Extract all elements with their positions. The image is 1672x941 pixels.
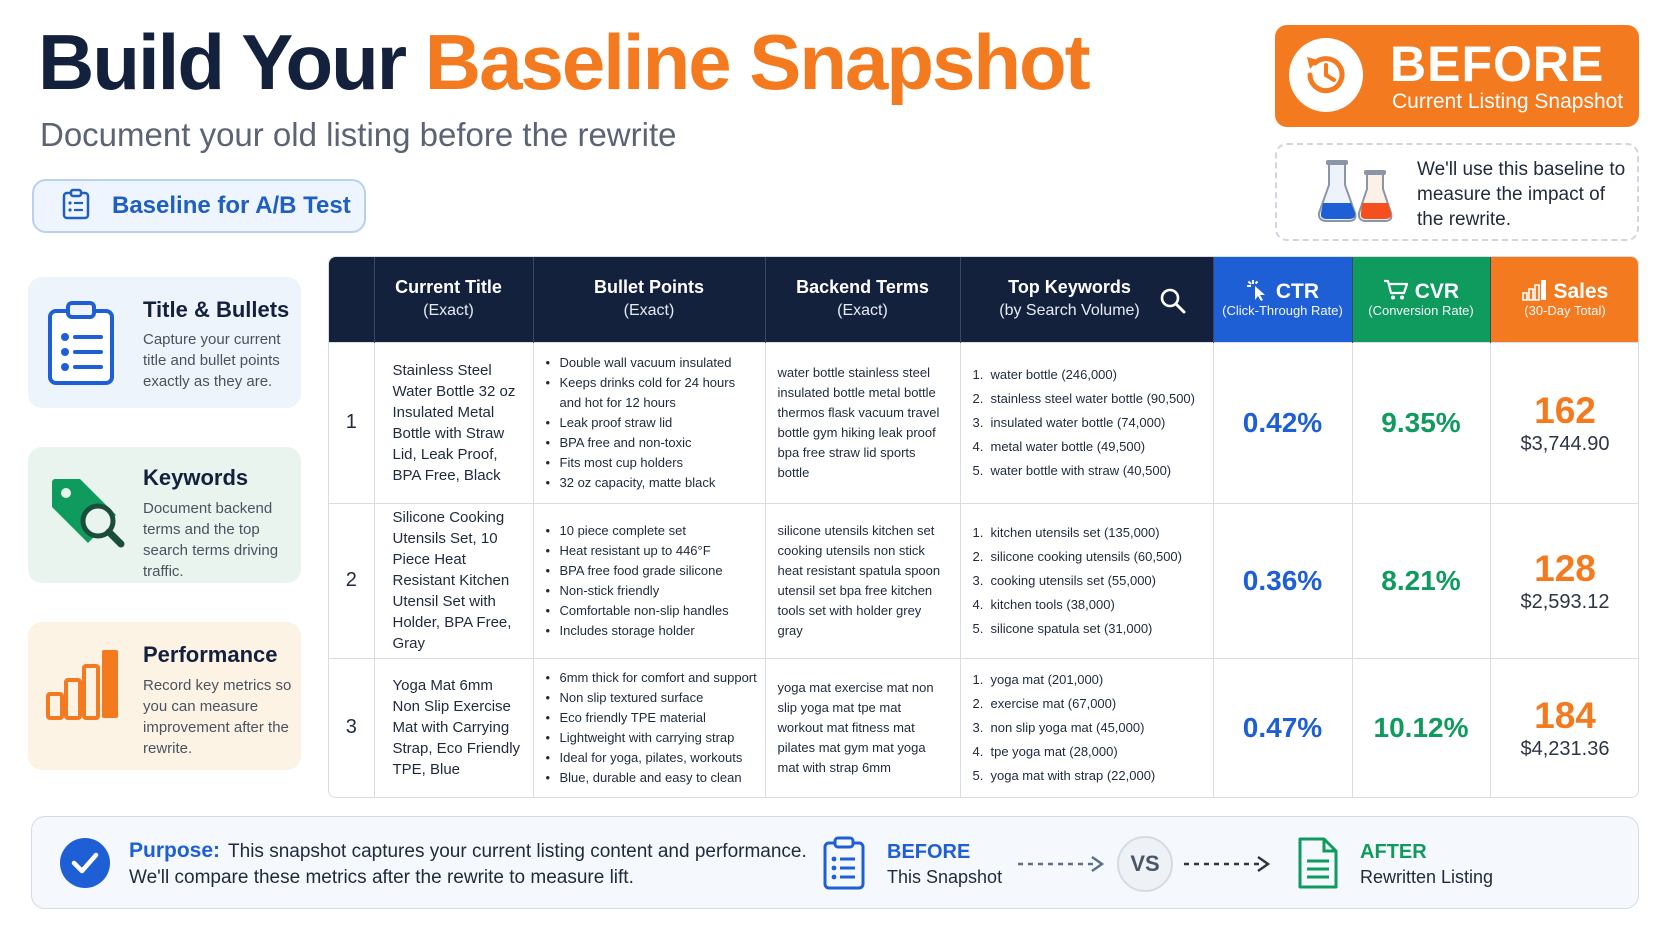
bullet-point: • Eco friendly TPE material [546, 708, 753, 728]
before-card [1275, 25, 1639, 127]
bullet-point: • Lightweight with carrying strap [546, 728, 753, 748]
keyword-item: 3. insulated water bottle (74,000) [972, 414, 1166, 430]
col-header-ctr: CTR (Click-Through Rate) [1213, 257, 1352, 342]
keyword-item: 5. yoga mat with strap (22,000) [972, 767, 1156, 783]
keyword-item: 4. metal water bottle (49,500) [972, 438, 1146, 454]
keyword-item: 2. stainless steel water bottle (90,500) [972, 390, 1195, 406]
keyword-item: 2. exercise mat (67,000) [972, 695, 1117, 711]
product-title: Silicone Cooking Utensils Set, 10 Piece Heat Resistant Kitchen Utensil Set with Holder, BPA Free, Gray [374, 504, 533, 658]
bullet-point: • Ideal for yoga, pilates, workouts [546, 748, 753, 768]
keyword-item: 4. kitchen tools (38,000) [972, 596, 1115, 612]
keyword-item: 4. tpe yoga mat (28,000) [972, 743, 1118, 759]
purpose-bar [31, 816, 1639, 909]
sales-revenue: $2,593.12 [1520, 591, 1610, 614]
performance-heading: Performance [143, 642, 278, 667]
bullet-point: • BPA free and non-toxic [546, 433, 753, 453]
keywords-heading: Keywords [143, 465, 249, 490]
col-header-title: Current Title (Exact) [374, 257, 533, 342]
bullet-point: • Blue, durable and easy to clean [546, 768, 753, 788]
bullet-points-cell [533, 504, 765, 658]
table-header-row [329, 257, 1639, 342]
table-row [329, 504, 1639, 658]
keyword-item: 3. non slip yoga mat (45,000) [972, 719, 1145, 735]
bullet-point: • 10 piece complete set [546, 521, 753, 541]
table-row [329, 342, 1639, 504]
bullet-point: • Non slip textured surface [546, 688, 753, 708]
purpose-label: Purpose: [129, 839, 221, 862]
after-document-icon [1296, 835, 1340, 896]
top-keywords-cell [960, 504, 1213, 658]
top-keywords-cell [960, 342, 1213, 504]
title-part-2: Baseline Snapshot [424, 18, 1089, 106]
flow-before-subtitle: This Snapshot [887, 867, 1003, 887]
col-header-num [329, 257, 374, 342]
row-number: 3 [329, 658, 374, 797]
bullet-point: and hot for 12 hours [559, 394, 676, 410]
col-header-cvr: CVR (Conversion Rate) [1352, 257, 1490, 342]
bullet-point: • BPA free food grade silicone [546, 561, 753, 581]
col-header-keywords: Top Keywords (by Search Volume) [960, 257, 1213, 342]
product-title: Yoga Mat 6mm Non Slip Exercise Mat with Carrying Strap, Eco Friendly TPE, Blue [374, 658, 533, 797]
dashed-arrow-icon [1016, 853, 1108, 880]
sales-cell [1490, 504, 1639, 658]
row-number: 2 [329, 504, 374, 658]
search-icon [1159, 287, 1187, 321]
keyword-item: 2. silicone cooking utensils (60,500) [972, 548, 1182, 564]
bullet-point: • Comfortable non-slip handles [546, 601, 753, 621]
purpose-line-2: We'll compare these metrics after the rewrite to measure lift. [129, 867, 634, 888]
clipboard-list-icon [46, 299, 116, 392]
sales-revenue: $4,231.36 [1520, 738, 1610, 761]
col-header-sales: Sales (30-Day Total) [1490, 257, 1639, 342]
title-part-1: Build Your [38, 18, 406, 106]
top-keywords-cell [960, 658, 1213, 797]
keywords-card [28, 447, 301, 583]
backend-terms: silicone utensils kitchen set cooking utensils non stick heat resistant spatula spoon utensil set bpa free kitchen tools set with holder grey gray [765, 504, 960, 658]
keyword-item: 1. yoga mat (201,000) [972, 671, 1104, 687]
keyword-item: 1. water bottle (246,000) [972, 366, 1117, 382]
bullet-point: • Keeps drinks cold for 24 hours [546, 373, 753, 393]
title-bullets-card [28, 277, 301, 408]
checkmark-icon [60, 838, 110, 888]
ab-test-badge [32, 179, 366, 233]
bar-chart-icon [46, 646, 122, 725]
flow-before-title: BEFORE [887, 841, 971, 863]
sales-units: 162 [1534, 390, 1596, 432]
sales-units: 128 [1534, 548, 1596, 590]
before-card-subtitle: Current Listing Snapshot [1392, 90, 1624, 113]
dashed-arrow-icon [1182, 853, 1274, 880]
shopping-cart-icon [1383, 280, 1409, 303]
page-title [38, 18, 1089, 106]
col-header-backend: Backend Terms (Exact) [765, 257, 960, 342]
sales-cell [1490, 658, 1639, 797]
cursor-click-icon [1246, 280, 1270, 303]
sales-cell [1490, 342, 1639, 504]
baseline-table [328, 256, 1639, 798]
performance-text: Record key metrics so you can measure improvement after the rewrite. [143, 677, 292, 757]
keyword-item: 3. cooking utensils set (55,000) [972, 572, 1156, 588]
backend-terms: water bottle stainless steel insulated bottle metal bottle thermos flask vacuum travel bottle gym hiking leak proof bpa free straw lid sports bottle [765, 342, 960, 504]
keyword-item: 1. kitchen utensils set (135,000) [972, 524, 1160, 540]
row-number: 1 [329, 342, 374, 504]
flasks-icon [1315, 157, 1395, 232]
title-bullets-text: Capture your current title and bullet points exactly as they are. [143, 331, 281, 390]
bullet-point: • Fits most cup holders [546, 453, 753, 473]
purpose-line-1: Purpose: This snapshot captures your current listing content and performance. [129, 839, 807, 862]
bullet-points-cell [533, 342, 765, 504]
tag-search-icon [46, 467, 126, 556]
bullet-point: • Includes storage holder [546, 621, 753, 641]
backend-terms: yoga mat exercise mat non slip yoga mat tpe mat workout mat fitness mat pilates mat gym mat yoga mat with strap 6mm [765, 658, 960, 797]
bullet-point: • 6mm thick for comfort and support [546, 668, 753, 688]
keyword-item: 5. silicone spatula set (31,000) [972, 620, 1153, 636]
bullet-point: • Leak proof straw lid [546, 413, 753, 433]
baseline-note [1275, 143, 1639, 241]
table-row [329, 658, 1639, 797]
flow-after-title: AFTER [1360, 841, 1427, 863]
bullet-point: • Double wall vacuum insulated [546, 353, 753, 373]
col-header-bullets: Bullet Points (Exact) [533, 257, 765, 342]
bullet-point: • Non-stick friendly [546, 581, 753, 601]
ctr-value: 0.47% [1213, 658, 1352, 797]
clipboard-icon [62, 188, 90, 225]
product-title: Stainless Steel Water Bottle 32 oz Insulated Metal Bottle with Straw Lid, Leak Proof, BPA Free, Black [374, 342, 533, 504]
before-card-title: BEFORE [1390, 36, 1605, 92]
page-subtitle: Document your old listing before the rewrite [40, 116, 677, 153]
sales-chart-icon [1522, 280, 1548, 303]
ab-test-label: Baseline for A/B Test [112, 192, 351, 219]
ctr-value: 0.42% [1213, 342, 1352, 504]
baseline-note-text: We'll use this baseline to measure the impact of the rewrite. [1417, 159, 1626, 230]
performance-card [28, 622, 301, 770]
title-bullets-heading: Title & Bullets [143, 297, 290, 322]
flow-after-subtitle: Rewritten Listing [1360, 867, 1494, 887]
bullet-points-cell [533, 658, 765, 797]
sales-units: 184 [1534, 695, 1596, 737]
sales-revenue: $3,744.90 [1520, 433, 1610, 456]
bullet-point: • Heat resistant up to 446°F [546, 541, 753, 561]
cvr-value: 8.21% [1352, 504, 1490, 658]
cvr-value: 9.35% [1352, 342, 1490, 504]
keyword-item: 5. water bottle with straw (40,500) [972, 462, 1172, 478]
vs-badge: VS [1117, 836, 1173, 892]
cvr-value: 10.12% [1352, 658, 1490, 797]
history-icon [1289, 38, 1363, 112]
keywords-text: Document backend terms and the top search terms driving traffic. [143, 500, 279, 580]
before-clipboard-icon [822, 835, 866, 896]
bullet-point: • 32 oz capacity, matte black [546, 473, 753, 493]
ctr-value: 0.36% [1213, 504, 1352, 658]
